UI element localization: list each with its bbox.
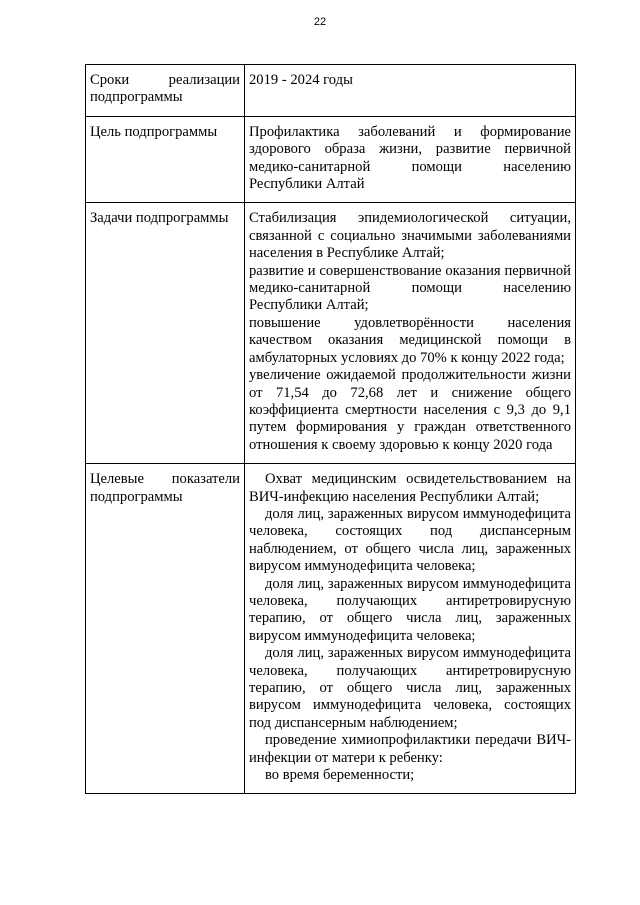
indicator-item-4: доля лиц, зараженных вирусом иммунодефицита человека, получающих антиретровирусную терапию, от общего числа лиц, зараженных вирусом иммунодефицита человека, состоящих под диспансерным наблюдением; [249, 645, 571, 731]
tasks-value-cell [245, 203, 576, 464]
indicator-item-1: Охват медицинским освидетельствованием на ВИЧ-инфекцию населения Республики Алтай; [249, 471, 571, 505]
goal-value-cell [245, 116, 576, 203]
table-row-goal [86, 116, 576, 203]
indicator-item-6: во время беременности; [265, 767, 415, 784]
table-row-indicators [86, 464, 576, 794]
task-item-4: увеличение ожидаемой продолжительности жизни от 71,54 до 72,68 лет и снижение общего коэффициента смертности населения с 9,3 до 9,1 путем формирования у граждан ответственного отношения к своему здоровью к концу 2020 года [249, 367, 571, 453]
terms-value-cell [245, 65, 576, 117]
indicator-item-3: доля лиц, зараженных вирусом иммунодефицита человека, получающих антиретровирусную терапию, от общего числа лиц, зараженных вирусом иммунодефицита человека; [249, 575, 571, 644]
subprogram-passport-table [85, 64, 576, 794]
task-item-3: повышение удовлетворённости населения качеством оказания медицинской помощи в амбулаторных условиях до 70% к концу 2022 года; [249, 314, 571, 366]
goal-label: Цель подпрограммы [86, 116, 245, 203]
indicator-item-2: доля лиц, зараженных вирусом иммунодефицита человека, состоящих под диспансерным наблюдением, от общего числа лиц, зараженных вирусом иммунодефицита человека; [249, 505, 571, 575]
task-item-2: развитие и совершенствование оказания первичной медико-санитарной помощи населению Республики Алтай; [249, 262, 571, 314]
indicators-value-cell [245, 464, 576, 794]
indicator-item-5: проведение химиопрофилактики передачи ВИЧ-инфекции от матери к ребенку: [249, 732, 571, 766]
tasks-label: Задачи подпрограммы [86, 203, 245, 464]
table-row-terms [86, 65, 576, 117]
task-item-1: Стабилизация эпидемиологической ситуации, связанной с социально значимыми заболеваниями населения в Республике Алтай; [249, 210, 571, 262]
terms-value: 2019 - 2024 годы [249, 72, 353, 88]
indicators-label: Целевые показатели подпрограммы [86, 464, 245, 794]
page-number: 22 [313, 16, 327, 28]
table-row-tasks [86, 203, 576, 464]
goal-value: Профилактика заболеваний и формирование здорового образа жизни, развитие первичной медико-санитарной помощи населению Республики Алтай [249, 123, 571, 193]
terms-label: Сроки реализации подпрограммы [86, 65, 245, 117]
